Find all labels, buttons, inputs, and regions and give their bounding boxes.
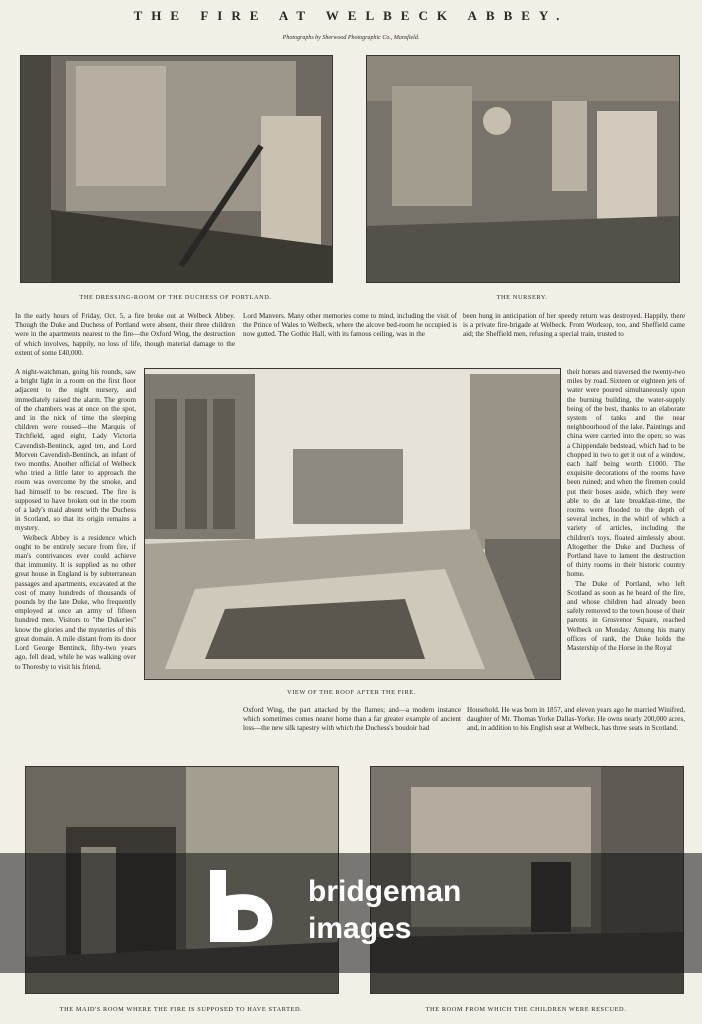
photo-dressing-room xyxy=(20,55,333,283)
article-col1-top: In the early hours of Friday, Oct. 5, a fire broke out at Welbeck Abbey. Though the Duke and Duchess of Portland were absent, their three children were in the apartments nearest to the fire—the Oxford Wing, the destruction of which involves, happily, no loss of life, though material damage to the extent of some £40,000. xyxy=(15,312,235,357)
nursery-image xyxy=(367,56,679,282)
roof-image xyxy=(145,369,560,679)
article-col3-bottom: Household. He was born in 1857, and eleven years ago he married Winifred, daughter of Mr. Thomas Yorke Dallas-Yorke. He owns nearly 200,000 acres, and, in addition to his English seat at Welbeck, has three seats in Scotland. xyxy=(467,706,685,733)
article-col3-top: been hung in anticipation of her speedy return was destroyed. Happily, there is a private fire-brigade at Welbeck. From Worksop, too, and Sheffield came aid; the Sheffield men, refusing a special train, trusted to xyxy=(463,312,685,339)
dressing-room-image xyxy=(21,56,332,282)
photo-credit: Photographs by Sherwood Photographic Co., Mansfield. xyxy=(282,35,420,41)
photo-nursery xyxy=(366,55,680,283)
caption-nursery: THE NURSERY. xyxy=(496,294,548,301)
article-col1-mid: A night-watchman, going his rounds, saw a bright light in a room on the first floor adjacent to the night nursery, and immediately raised the alarm. The groom of the chambers was at once on the spot, and in the nick of time the sleeping children were roused—the Marquis of Titchfield, aged eight, Lady Victoria Cavendish-Bentinck, aged ten, and Lord Morven Cavendish-Bentinck, an infant of two months. Another official of Welbeck who tried a little later to approach the room was overcome by the smoke, and had himself to be rescued. The fire is supposed to have broken out in the room of a lady's maid absent with the Duchess in Scotland, so that its origin remains a mystery. Welbeck Abbey is a residence which ought to be entirely secure from fire, if man's contrivances ever could achieve that immunity. It is supplied as no other great house in England is by subterranean passages and apartments, excavated at the cost of many hundreds of thousands of pounds by the late Duke, who frequently employed at once an army of fifteen hundred men. Visitors to "the Dukeries" know the glories and the mysteries of this great domain. A mile distant from its door Lord George Bentinck, fifty-two years ago, fell dead, while he was walking over to Thoresby to visit his friend, xyxy=(15,368,136,671)
caption-rescue-room: THE ROOM FROM WHICH THE CHILDREN WERE RESCUED. xyxy=(425,1006,627,1013)
article-col4: their horses and traversed the twenty-two miles by road. Sixteen or eighteen jets of water were poured simultaneously upon the burning building, the water-supply being of the best, thanks to an elaborate system of tanks and the near neighbourhood of the lake. Paintings and china were carried into the open; so was a Chippendale bedstead, which had to be chopped in two to get it out of a window, each half being worth £1000. The exquisite decorations of the rooms have been ruined; and when the firemen could put their hoses aside, which they were able to do at late breakfast-time, the rooms were flooded to the depth of several inches, in the whirl of which a variety of articles, including the children's toys, floated aimlessly about. Altogether the Duke and Duchess of Portland have to lament the destruction of thirty rooms in their historic country home. The Duke of Portland, who left Scotland as soon as he heard of the fire, and whose children had already been safely removed to the town house of their parents in Grosvenor Square, reached Welbeck on Monday. Among his many offices of rank, the Duke holds the Mastership of the Horse in the Royal xyxy=(567,368,685,653)
caption-roof: VIEW OF THE ROOF AFTER THE FIRE. xyxy=(287,689,416,696)
watermark-text-images: images xyxy=(308,912,412,945)
caption-maids-room: THE MAID'S ROOM WHERE THE FIRE IS SUPPOSED TO HAVE STARTED. xyxy=(59,1006,303,1013)
article-col2-top: Lord Manvers. Many other memories come to mind, including the visit of the Prince of Wales to Welbeck, where the alcove bed-room he occupied is now gutted. The Gothic Hall, with its famous ceiling, was in the xyxy=(243,312,457,339)
photo-roof xyxy=(144,368,561,680)
caption-dressing-room: THE DRESSING-ROOM OF THE DUCHESS OF PORTLAND. xyxy=(79,294,272,301)
article-col2-bottom: Oxford Wing, the part attacked by the flames; and—a modern instance which sometimes comes nearer home than a far greater example of ancient loss—the new silk tapestry with which the Duchess's boudoir had xyxy=(243,706,461,733)
bridgeman-logo-icon xyxy=(206,866,286,946)
page-title: THE FIRE AT WELBECK ABBEY. xyxy=(133,8,569,23)
watermark-text-bridgeman: bridgeman xyxy=(308,875,462,908)
